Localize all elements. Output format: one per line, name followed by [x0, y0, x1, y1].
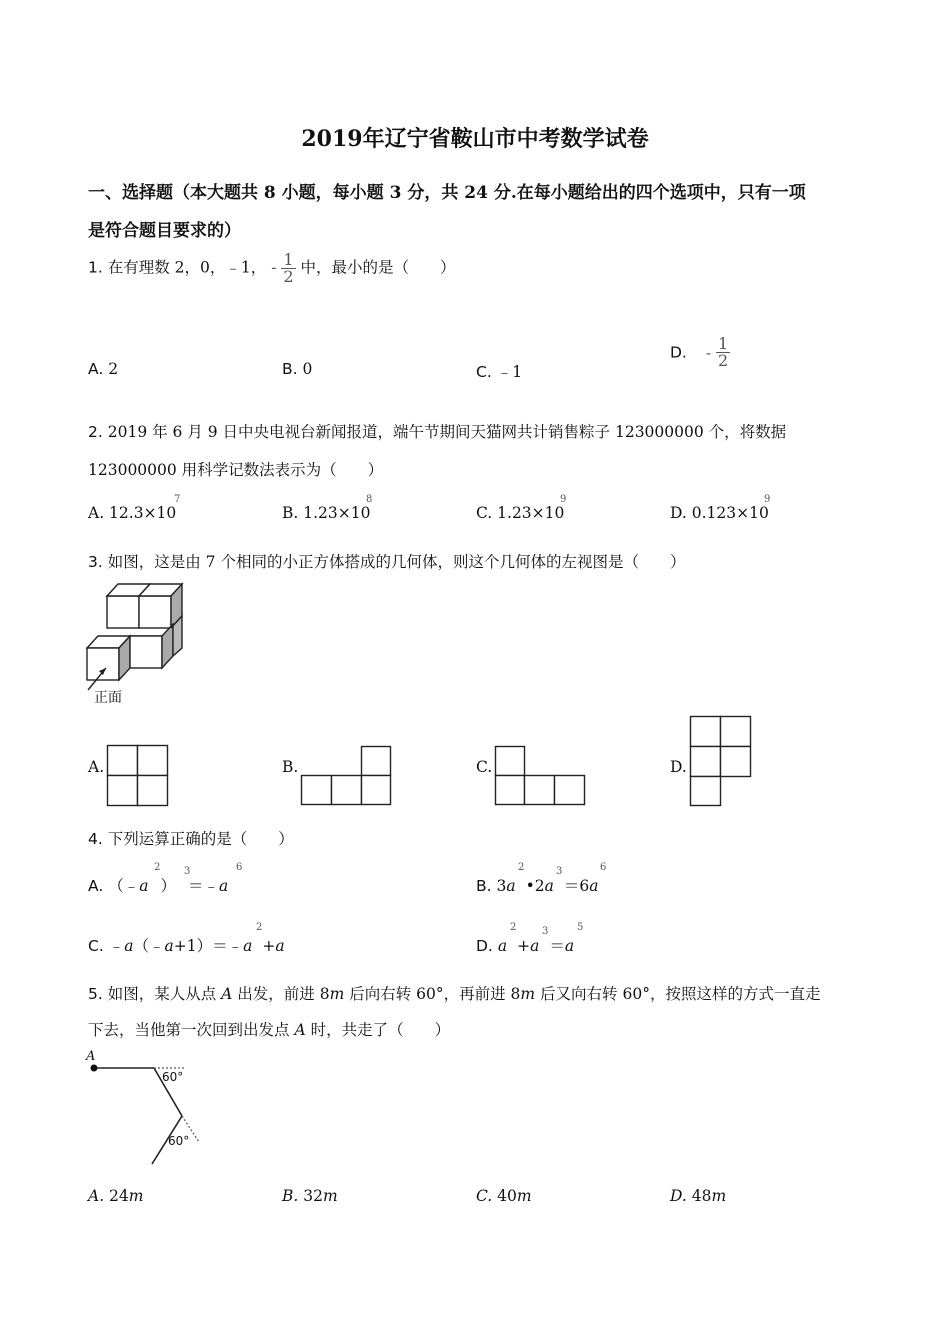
- q3-option-c-figure[interactable]: [495, 746, 587, 808]
- question-5-line2: 下去，当他第一次回到出发点 A 时，共走了（ ）: [88, 1021, 451, 1039]
- q3-option-d-figure[interactable]: [690, 716, 752, 808]
- q5-option-c[interactable]: C. 40m: [476, 1187, 532, 1205]
- question-2: 2. 2019 年 6 月 9 日中央电视台新闻报道，端午节期间天猫网共计销售粽子 123000000 个，将数据: [88, 423, 787, 441]
- question-text: 在有理数 2，0，﹣1，: [107, 258, 267, 277]
- walking-path-figure: [84, 1046, 214, 1170]
- angle-label-1: 60°: [162, 1070, 184, 1084]
- q1-option-a[interactable]: A. 2: [88, 360, 119, 378]
- question-number: 1.: [88, 258, 103, 277]
- q2-option-a[interactable]: A. 12.3×10 7: [88, 494, 181, 522]
- section-heading-line2: 是符合题目要求的）: [88, 221, 241, 241]
- fraction: [281, 252, 295, 285]
- question-5: 5. 如图，某人从点 A 出发，前进 8m 后向右转 60°，再前进 8m 后又向右转 60°，按照这样的方式一直走: [88, 985, 821, 1003]
- page-title: 2019年辽宁省鞍山市中考数学试卷: [301, 126, 649, 152]
- section-heading-line1: 一、选择题（本大题共 8 小题，每小题 3 分，共 24 分.在每小题给出的四个选项中，只有一项: [88, 183, 806, 203]
- q5-option-b[interactable]: B. 32m: [282, 1187, 338, 1205]
- point-label: A: [86, 1049, 96, 1064]
- q5-option-d[interactable]: D. 48m: [670, 1187, 727, 1205]
- start-point-icon: [91, 1065, 98, 1072]
- q2-option-d[interactable]: D. 0.123×10 9: [670, 494, 771, 522]
- cube-figure: [86, 580, 196, 710]
- fraction-denominator: 2: [283, 267, 294, 286]
- q3-option-b-figure[interactable]: [301, 746, 393, 808]
- question-text: 中，最小的是（ ）: [300, 258, 456, 277]
- q2-option-b[interactable]: B. 1.23×10 8: [282, 494, 373, 522]
- question-4: 4. 下列运算正确的是（ ）: [88, 830, 294, 848]
- q4-option-d[interactable]: D. a 2 +a 3 ＝a 5: [476, 922, 584, 955]
- fraction: $\frac{1}{2}$: [718, 334, 729, 370]
- fraction-sign: -: [271, 258, 277, 277]
- q4-option-c[interactable]: C. ﹣a（﹣a+1）＝﹣a 2 +a: [88, 922, 285, 955]
- q2-option-c[interactable]: C. 1.23×10 9: [476, 494, 567, 522]
- q3-option-d-label[interactable]: D.: [670, 758, 687, 776]
- question-3: 3. 如图，这是由 7 个相同的小正方体搭成的几何体，则这个几何体的左视图是（ ）: [88, 553, 686, 571]
- q3-option-b-label[interactable]: B.: [282, 758, 299, 776]
- q1-option-b[interactable]: B. 0: [282, 360, 313, 378]
- q5-option-a[interactable]: A. 24m: [88, 1187, 144, 1205]
- question-1: [88, 252, 456, 285]
- q1-option-d[interactable]: D. - $\frac{1}{2}$: [670, 334, 729, 370]
- q4-option-a[interactable]: A. （﹣a 2 ） 3 ＝﹣a 6: [88, 862, 243, 895]
- fraction-numerator: 1: [283, 250, 294, 269]
- front-label: 正面: [94, 690, 122, 706]
- angle-label-2: 60°: [168, 1134, 190, 1148]
- question-2-line2: 123000000 用科学记数法表示为（ ）: [88, 461, 384, 479]
- q4-option-b[interactable]: B. 3a 2 •2a 3 ＝6a 6: [476, 862, 607, 895]
- q1-option-c[interactable]: C. ﹣1: [476, 363, 523, 381]
- q3-option-c-label[interactable]: C.: [476, 758, 493, 776]
- q3-option-a-label[interactable]: A.: [88, 758, 105, 776]
- q3-option-a-figure[interactable]: [107, 745, 169, 807]
